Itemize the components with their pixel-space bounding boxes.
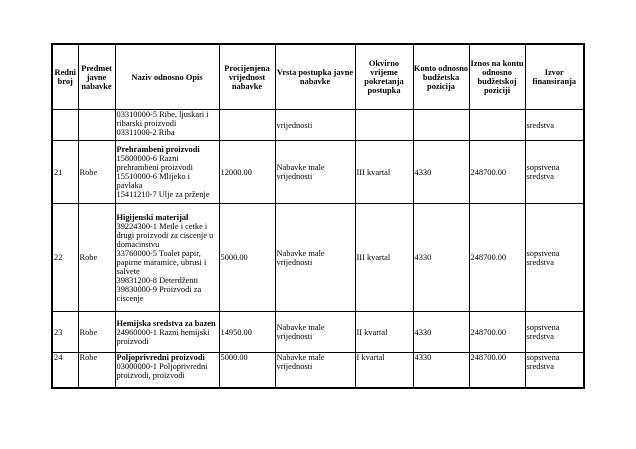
cell-procedure-type: Nabavke male vrijednosti — [275, 204, 355, 312]
cell-procedure-type: Nabavke male vrijednosti — [275, 141, 355, 204]
header-procedure-type: Vrsta postupka javne nabavke — [275, 44, 355, 110]
cell-no: 21 — [52, 141, 78, 204]
cell-estimated-value: 5000.00 — [219, 353, 275, 389]
cell-account: 4330 — [413, 353, 469, 389]
header-amount: Iznos na kontu odnosno budžetskoj poziciji — [469, 44, 525, 110]
header-account: Konto odnosno budžetska pozicija — [413, 44, 469, 110]
cell-estimated-value: 5000.00 — [219, 204, 275, 312]
cell-account: 4330 — [413, 312, 469, 353]
table-row — [52, 204, 584, 312]
table-row — [52, 141, 584, 204]
description-line: 39224300-1 Metle i cetke i drugi proizvodi za ciscenje u domacinstvu — [116, 221, 214, 249]
procurement-table — [51, 43, 585, 389]
cell-subject: Robe — [78, 204, 115, 312]
description-line: 24960000-1 Razni hemijski proizvodi — [116, 327, 210, 346]
cell-funding-source: sredstva — [525, 110, 584, 141]
table-row — [52, 312, 584, 353]
header-subject: Predmet javne nabavke — [78, 44, 115, 110]
cell-timeframe: I kvartal — [355, 353, 413, 389]
cell-estimated-value — [219, 110, 275, 141]
cell-amount: 248700.00 — [469, 353, 525, 389]
cell-timeframe — [355, 110, 413, 141]
description-line: 03310000-5 Ribe, ljuskari i ribarski proizvodi — [116, 110, 209, 128]
cell-description — [115, 204, 219, 312]
table-row — [52, 110, 584, 141]
header-no: Redni broj — [52, 44, 78, 110]
cell-no: 23 — [52, 312, 78, 353]
cell-timeframe: III kvartal — [355, 204, 413, 312]
table-row — [52, 353, 584, 389]
description-line: 03311000-2 Riba — [116, 128, 175, 137]
cell-no: 24 — [52, 353, 78, 389]
cell-account: 4330 — [413, 141, 469, 204]
description-title: Higijenski materijal — [116, 212, 189, 222]
cell-timeframe: II kvartal — [355, 312, 413, 353]
description-line: 15510000-6 Mlijeko i pavlaka — [116, 172, 191, 190]
cell-timeframe: III kvartal — [355, 141, 413, 204]
cell-no: 22 — [52, 204, 78, 312]
description-title: Poljoprivredni proizvodi — [116, 353, 205, 362]
cell-subject — [78, 110, 115, 141]
cell-funding-source: sopstvena sredstva — [525, 353, 584, 389]
cell-amount — [469, 110, 525, 141]
table-header-row — [52, 44, 584, 110]
cell-procedure-type: Nabavke male vrijednosti — [275, 353, 355, 389]
description-line: 15800000-6 Razni prehrambeni proizvodi — [116, 154, 194, 172]
cell-funding-source: sopstvena sredstva — [525, 204, 584, 312]
cell-estimated-value: 14950.00 — [219, 312, 275, 353]
cell-account — [413, 110, 469, 141]
description-line: 03000000-1 Poljoprivredni proizvodi, proizvodi — [116, 362, 208, 380]
description-line: 39830000-9 Proizvodi za ciscenje — [116, 284, 202, 303]
cell-description — [115, 312, 219, 353]
cell-subject: Robe — [78, 312, 115, 353]
cell-estimated-value: 12000.00 — [219, 141, 275, 204]
description-line: 33760000-5 Toalet papir, papirne maramice, ubrusi i salvete — [116, 248, 207, 276]
cell-procedure-type: vrijednosti — [275, 110, 355, 141]
cell-account: 4330 — [413, 204, 469, 312]
cell-description — [115, 110, 219, 141]
cell-amount: 248700.00 — [469, 204, 525, 312]
description-line: 39831200-8 Deterdženti — [116, 275, 199, 285]
cell-subject: Robe — [78, 141, 115, 204]
header-estimated-value: Procijenjena vrijednost nabavke — [219, 44, 275, 110]
cell-no — [52, 110, 78, 141]
header-description: Naziv odnosno Opis — [115, 44, 219, 110]
cell-subject: Robe — [78, 353, 115, 389]
header-funding-source: Izvor finansiranja — [525, 44, 584, 110]
cell-funding-source: sopstvena sredstva — [525, 141, 584, 204]
header-timeframe: Okvirno vrijeme pokretanja postupka — [355, 44, 413, 110]
description-title: Hemijska sredstva za bazen — [116, 318, 216, 328]
description-line: 15411210-7 Ulje za prženje — [116, 190, 210, 199]
cell-procedure-type: Nabavke male vrijednosti — [275, 312, 355, 353]
description-title: Prehrambeni proizvodi — [116, 145, 200, 154]
cell-amount: 248700.00 — [469, 312, 525, 353]
cell-amount: 248700.00 — [469, 141, 525, 204]
cell-description — [115, 353, 219, 389]
cell-description — [115, 141, 219, 204]
cell-funding-source: sopstvena sredstva — [525, 312, 584, 353]
